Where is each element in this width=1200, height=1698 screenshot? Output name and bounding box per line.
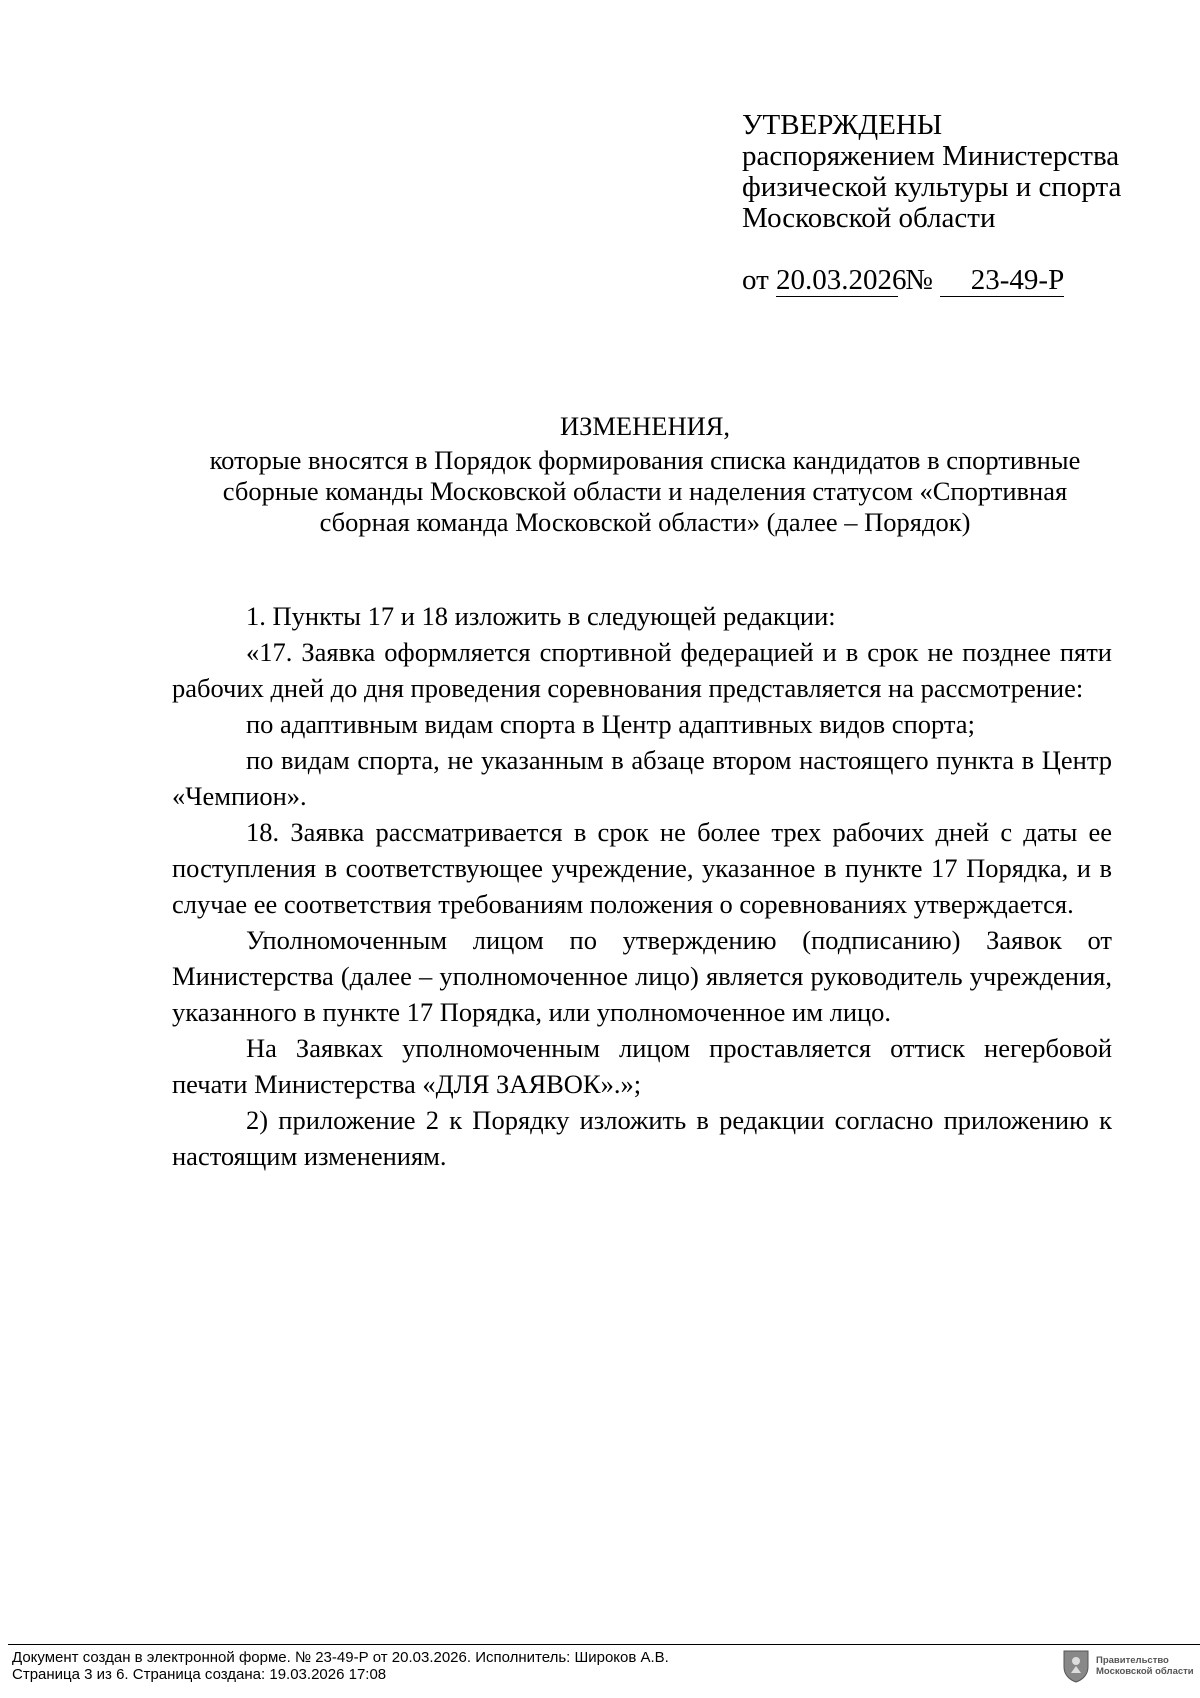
paragraph: На Заявках уполномоченным лицом проставляется оттиск негербовой печати Министерства «ДЛЯ ЗАЯВОК».»; xyxy=(172,1033,1112,1099)
title-line: сборные команды Московской области и наделения статусом «Спортивная xyxy=(222,476,1068,506)
date-prefix: от xyxy=(742,264,769,296)
approval-block xyxy=(742,110,1162,297)
footer-info xyxy=(12,1649,669,1683)
title-line: сборная команда Московской области» (далее – Порядок) xyxy=(319,507,971,537)
paragraph: по видам спорта, не указанным в абзаце втором настоящего пункта в Центр «Чемпион». xyxy=(172,745,1112,811)
paragraph: по адаптивным видам спорта в Центр адаптивных видов спорта; xyxy=(246,709,975,739)
paragraph: 1. Пункты 17 и 18 изложить в следующей редакции: xyxy=(246,601,836,631)
paragraph: Уполномоченным лицом по утверждению (подписанию) Заявок от Министерства (далее – уполномоченное лицо) является руководитель учреждения, указанного в пункте 17 Порядка, или уполномоченное им лицо. xyxy=(172,925,1112,1027)
approval-line: Московской области xyxy=(742,202,996,234)
title-heading: ИЗМЕНЕНИЯ, xyxy=(559,411,731,441)
approval-line: физической культуры и спорта xyxy=(742,171,1122,203)
logo-text-line: Правительство xyxy=(1096,1655,1169,1666)
approval-date-row xyxy=(742,265,1162,297)
document-body xyxy=(172,598,1112,1174)
title-line: которые вносятся в Порядок формирования списка кандидатов в спортивные xyxy=(209,445,1081,475)
footer-line: Документ создан в электронной форме. № 23-49-Р от 20.03.2026. Исполнитель: Широков А.В. xyxy=(12,1649,669,1666)
logo-text-line: Московской области xyxy=(1096,1666,1194,1677)
paragraph: 2) приложение 2 к Порядку изложить в редакции согласно приложению к настоящим изменениям. xyxy=(172,1105,1112,1171)
approval-line: распоряжением Министерства xyxy=(742,140,1120,172)
approval-heading: УТВЕРЖДЕНЫ xyxy=(742,109,943,141)
number-sign: № xyxy=(905,264,933,296)
paragraph: «17. Заявка оформляется спортивной федерацией и в срок не позднее пяти рабочих дней до дня проведения соревнования представляется на рассмотрение: xyxy=(172,637,1112,703)
footer-divider xyxy=(8,1644,1200,1645)
document-title xyxy=(150,411,1140,538)
coat-of-arms-icon xyxy=(1062,1649,1090,1683)
approval-number: 23-49-Р xyxy=(940,266,1064,297)
logo-caption xyxy=(1096,1655,1194,1677)
approval-date: 20.03.2026 xyxy=(776,264,907,296)
paragraph: 18. Заявка рассматривается в срок не более трех рабочих дней с даты ее поступления в соответствующее учреждение, указанное в пункте 17 Порядка, и в случае ее соответствия требованиям положения о соревнованиях утверждается. xyxy=(172,817,1112,919)
footer-line: Страница 3 из 6. Страница создана: 19.03.2026 17:08 xyxy=(12,1666,387,1683)
government-logo xyxy=(1062,1649,1194,1683)
